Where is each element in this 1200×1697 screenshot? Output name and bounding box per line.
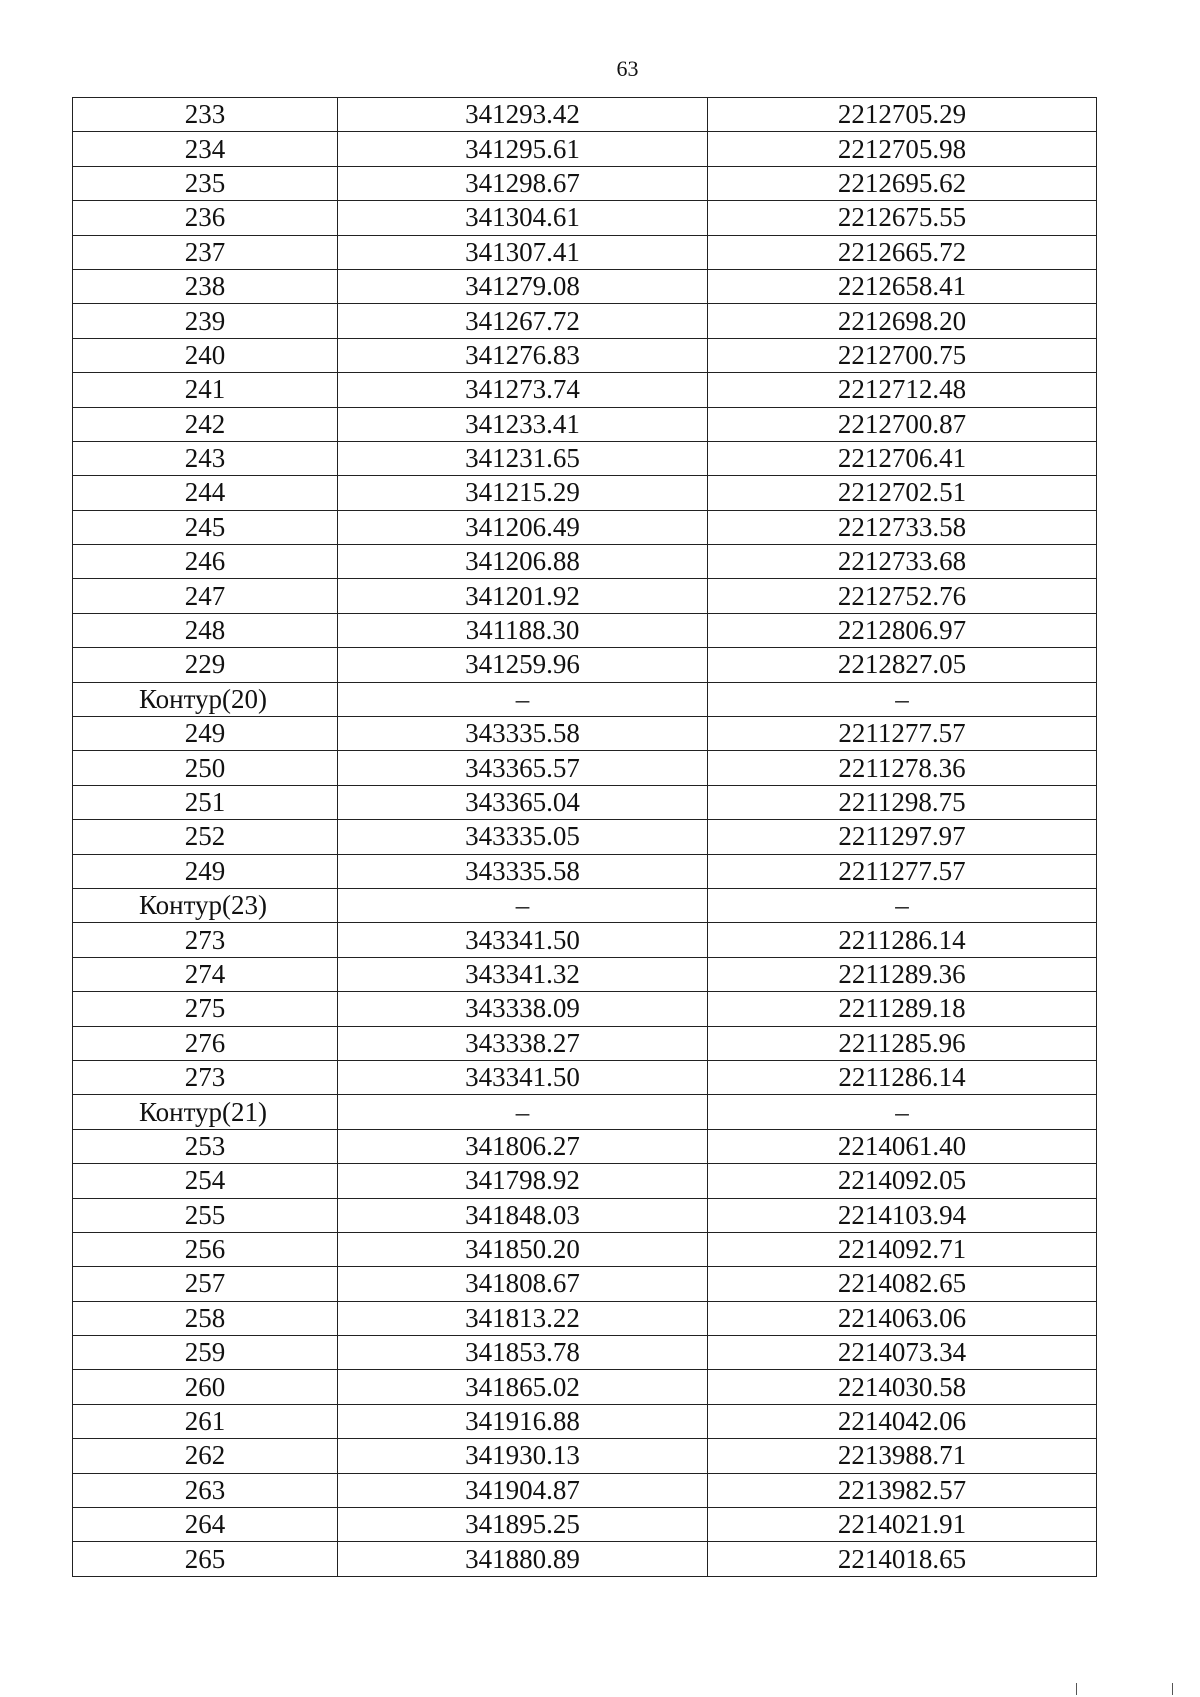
x-coordinate-cell: 341295.61 — [338, 132, 708, 166]
x-coordinate-cell: 341298.67 — [338, 166, 708, 200]
point-number-cell: 240 — [73, 338, 338, 372]
point-number-cell: 250 — [73, 751, 338, 785]
point-number-cell: 238 — [73, 269, 338, 303]
x-coordinate-cell: – — [338, 1095, 708, 1129]
x-coordinate-cell: 341279.08 — [338, 269, 708, 303]
table-row — [73, 373, 1097, 407]
x-coordinate-cell: 343365.04 — [338, 785, 708, 819]
x-coordinate-cell: 343335.58 — [338, 717, 708, 751]
x-coordinate-cell: 343335.05 — [338, 820, 708, 854]
y-coordinate-cell: 2212702.51 — [708, 476, 1097, 510]
y-coordinate-cell: 2214030.58 — [708, 1370, 1097, 1404]
point-number-cell: 249 — [73, 854, 338, 888]
x-coordinate-cell: 341904.87 — [338, 1473, 708, 1507]
table-row — [73, 132, 1097, 166]
y-coordinate-cell: 2212706.41 — [708, 441, 1097, 475]
x-coordinate-cell: 341233.41 — [338, 407, 708, 441]
x-coordinate-cell: 343338.09 — [338, 992, 708, 1026]
point-number-cell: 229 — [73, 648, 338, 682]
table-row — [73, 1439, 1097, 1473]
y-coordinate-cell: 2211277.57 — [708, 717, 1097, 751]
x-coordinate-cell: 341850.20 — [338, 1232, 708, 1266]
point-number-cell: 253 — [73, 1129, 338, 1163]
point-number-cell: Контур(21) — [73, 1095, 338, 1129]
scan-artifact — [1172, 1683, 1173, 1695]
table-row — [73, 717, 1097, 751]
y-coordinate-cell: 2212675.55 — [708, 201, 1097, 235]
y-coordinate-cell: 2212698.20 — [708, 304, 1097, 338]
x-coordinate-cell: 341206.88 — [338, 545, 708, 579]
y-coordinate-cell: 2214082.65 — [708, 1267, 1097, 1301]
point-number-cell: 265 — [73, 1542, 338, 1576]
y-coordinate-cell: 2212665.72 — [708, 235, 1097, 269]
y-coordinate-cell: 2211278.36 — [708, 751, 1097, 785]
y-coordinate-cell: 2214042.06 — [708, 1404, 1097, 1438]
x-coordinate-cell: 341206.49 — [338, 510, 708, 544]
coordinates-table-body — [73, 98, 1097, 1577]
point-number-cell: 245 — [73, 510, 338, 544]
y-coordinate-cell: 2214063.06 — [708, 1301, 1097, 1335]
table-row — [73, 1404, 1097, 1438]
x-coordinate-cell: 341201.92 — [338, 579, 708, 613]
table-row — [73, 923, 1097, 957]
point-number-cell: 254 — [73, 1164, 338, 1198]
page-number: 63 — [616, 56, 639, 81]
y-coordinate-cell: 2212733.68 — [708, 545, 1097, 579]
x-coordinate-cell: – — [338, 682, 708, 716]
table-row — [73, 510, 1097, 544]
table-row — [73, 1542, 1097, 1576]
table-row — [73, 1336, 1097, 1370]
table-row — [73, 1267, 1097, 1301]
table-row — [73, 269, 1097, 303]
point-number-cell: 243 — [73, 441, 338, 475]
x-coordinate-cell: 341853.78 — [338, 1336, 708, 1370]
y-coordinate-cell: 2214092.71 — [708, 1232, 1097, 1266]
y-coordinate-cell: 2214061.40 — [708, 1129, 1097, 1163]
point-number-cell: 262 — [73, 1439, 338, 1473]
x-coordinate-cell: 341895.25 — [338, 1508, 708, 1542]
point-number-cell: 255 — [73, 1198, 338, 1232]
point-number-cell: 273 — [73, 923, 338, 957]
point-number-cell: Контур(20) — [73, 682, 338, 716]
y-coordinate-cell: 2212700.75 — [708, 338, 1097, 372]
table-row — [73, 1473, 1097, 1507]
table-row — [73, 201, 1097, 235]
table-row — [73, 820, 1097, 854]
x-coordinate-cell: – — [338, 888, 708, 922]
table-row — [73, 98, 1097, 132]
table-row — [73, 441, 1097, 475]
table-row — [73, 476, 1097, 510]
point-number-cell: 273 — [73, 1060, 338, 1094]
table-row — [73, 407, 1097, 441]
point-number-cell: 257 — [73, 1267, 338, 1301]
y-coordinate-cell: 2211297.97 — [708, 820, 1097, 854]
point-number-cell: 249 — [73, 717, 338, 751]
table-row — [73, 579, 1097, 613]
x-coordinate-cell: 343341.32 — [338, 957, 708, 991]
point-number-cell: 239 — [73, 304, 338, 338]
y-coordinate-cell: 2211289.18 — [708, 992, 1097, 1026]
y-coordinate-cell: 2211298.75 — [708, 785, 1097, 819]
table-row — [73, 338, 1097, 372]
table-row — [73, 751, 1097, 785]
point-number-cell: 233 — [73, 98, 338, 132]
x-coordinate-cell: 341798.92 — [338, 1164, 708, 1198]
x-coordinate-cell: 341259.96 — [338, 648, 708, 682]
x-coordinate-cell: 341293.42 — [338, 98, 708, 132]
y-coordinate-cell: 2212733.58 — [708, 510, 1097, 544]
y-coordinate-cell: 2211286.14 — [708, 1060, 1097, 1094]
point-number-cell: 261 — [73, 1404, 338, 1438]
x-coordinate-cell: 343341.50 — [338, 923, 708, 957]
y-coordinate-cell: 2212712.48 — [708, 373, 1097, 407]
point-number-cell: 235 — [73, 166, 338, 200]
point-number-cell: 236 — [73, 201, 338, 235]
x-coordinate-cell: 341865.02 — [338, 1370, 708, 1404]
point-number-cell: 246 — [73, 545, 338, 579]
table-row — [73, 166, 1097, 200]
point-number-cell: 276 — [73, 1026, 338, 1060]
x-coordinate-cell: 341813.22 — [338, 1301, 708, 1335]
table-row — [73, 613, 1097, 647]
point-number-cell: 251 — [73, 785, 338, 819]
y-coordinate-cell: 2214103.94 — [708, 1198, 1097, 1232]
table-row — [73, 1370, 1097, 1404]
coordinates-table — [72, 97, 1097, 1577]
point-number-cell: 274 — [73, 957, 338, 991]
table-row — [73, 1508, 1097, 1542]
point-number-cell: 242 — [73, 407, 338, 441]
y-coordinate-cell: 2212705.98 — [708, 132, 1097, 166]
x-coordinate-cell: 341916.88 — [338, 1404, 708, 1438]
y-coordinate-cell: 2212752.76 — [708, 579, 1097, 613]
x-coordinate-cell: 341848.03 — [338, 1198, 708, 1232]
x-coordinate-cell: 341880.89 — [338, 1542, 708, 1576]
y-coordinate-cell: 2214073.34 — [708, 1336, 1097, 1370]
y-coordinate-cell: 2214092.05 — [708, 1164, 1097, 1198]
point-number-cell: 252 — [73, 820, 338, 854]
x-coordinate-cell: 343338.27 — [338, 1026, 708, 1060]
table-row — [73, 304, 1097, 338]
x-coordinate-cell: 341188.30 — [338, 613, 708, 647]
y-coordinate-cell: 2212827.05 — [708, 648, 1097, 682]
x-coordinate-cell: 343365.57 — [338, 751, 708, 785]
y-coordinate-cell: 2212705.29 — [708, 98, 1097, 132]
x-coordinate-cell: 341930.13 — [338, 1439, 708, 1473]
point-number-cell: Контур(23) — [73, 888, 338, 922]
x-coordinate-cell: 341273.74 — [338, 373, 708, 407]
contour-header-row — [73, 682, 1097, 716]
y-coordinate-cell: 2214018.65 — [708, 1542, 1097, 1576]
point-number-cell: 244 — [73, 476, 338, 510]
y-coordinate-cell: – — [708, 1095, 1097, 1129]
y-coordinate-cell: 2212695.62 — [708, 166, 1097, 200]
point-number-cell: 258 — [73, 1301, 338, 1335]
table-row — [73, 1232, 1097, 1266]
y-coordinate-cell: – — [708, 682, 1097, 716]
x-coordinate-cell: 341808.67 — [338, 1267, 708, 1301]
table-row — [73, 545, 1097, 579]
point-number-cell: 259 — [73, 1336, 338, 1370]
contour-header-row — [73, 888, 1097, 922]
point-number-cell: 247 — [73, 579, 338, 613]
y-coordinate-cell: 2211285.96 — [708, 1026, 1097, 1060]
x-coordinate-cell: 341267.72 — [338, 304, 708, 338]
table-row — [73, 992, 1097, 1026]
x-coordinate-cell: 341304.61 — [338, 201, 708, 235]
point-number-cell: 260 — [73, 1370, 338, 1404]
y-coordinate-cell: 2212806.97 — [708, 613, 1097, 647]
y-coordinate-cell: 2213982.57 — [708, 1473, 1097, 1507]
point-number-cell: 237 — [73, 235, 338, 269]
table-row — [73, 854, 1097, 888]
table-row — [73, 785, 1097, 819]
x-coordinate-cell: 343335.58 — [338, 854, 708, 888]
point-number-cell: 241 — [73, 373, 338, 407]
x-coordinate-cell: 341215.29 — [338, 476, 708, 510]
y-coordinate-cell: 2212658.41 — [708, 269, 1097, 303]
y-coordinate-cell: 2212700.87 — [708, 407, 1097, 441]
table-row — [73, 1129, 1097, 1163]
x-coordinate-cell: 341276.83 — [338, 338, 708, 372]
table-row — [73, 235, 1097, 269]
point-number-cell: 256 — [73, 1232, 338, 1266]
point-number-cell: 264 — [73, 1508, 338, 1542]
point-number-cell: 248 — [73, 613, 338, 647]
table-row — [73, 1301, 1097, 1335]
x-coordinate-cell: 341307.41 — [338, 235, 708, 269]
table-row — [73, 648, 1097, 682]
y-coordinate-cell: 2213988.71 — [708, 1439, 1097, 1473]
table-row — [73, 1060, 1097, 1094]
x-coordinate-cell: 341231.65 — [338, 441, 708, 475]
y-coordinate-cell: 2211286.14 — [708, 923, 1097, 957]
point-number-cell: 263 — [73, 1473, 338, 1507]
y-coordinate-cell: 2214021.91 — [708, 1508, 1097, 1542]
table-row — [73, 1026, 1097, 1060]
point-number-cell: 234 — [73, 132, 338, 166]
table-row — [73, 1164, 1097, 1198]
y-coordinate-cell: 2211277.57 — [708, 854, 1097, 888]
y-coordinate-cell: – — [708, 888, 1097, 922]
table-row — [73, 957, 1097, 991]
y-coordinate-cell: 2211289.36 — [708, 957, 1097, 991]
table-row — [73, 1198, 1097, 1232]
x-coordinate-cell: 343341.50 — [338, 1060, 708, 1094]
scan-artifact — [1076, 1683, 1077, 1695]
point-number-cell: 275 — [73, 992, 338, 1026]
x-coordinate-cell: 341806.27 — [338, 1129, 708, 1163]
contour-header-row — [73, 1095, 1097, 1129]
